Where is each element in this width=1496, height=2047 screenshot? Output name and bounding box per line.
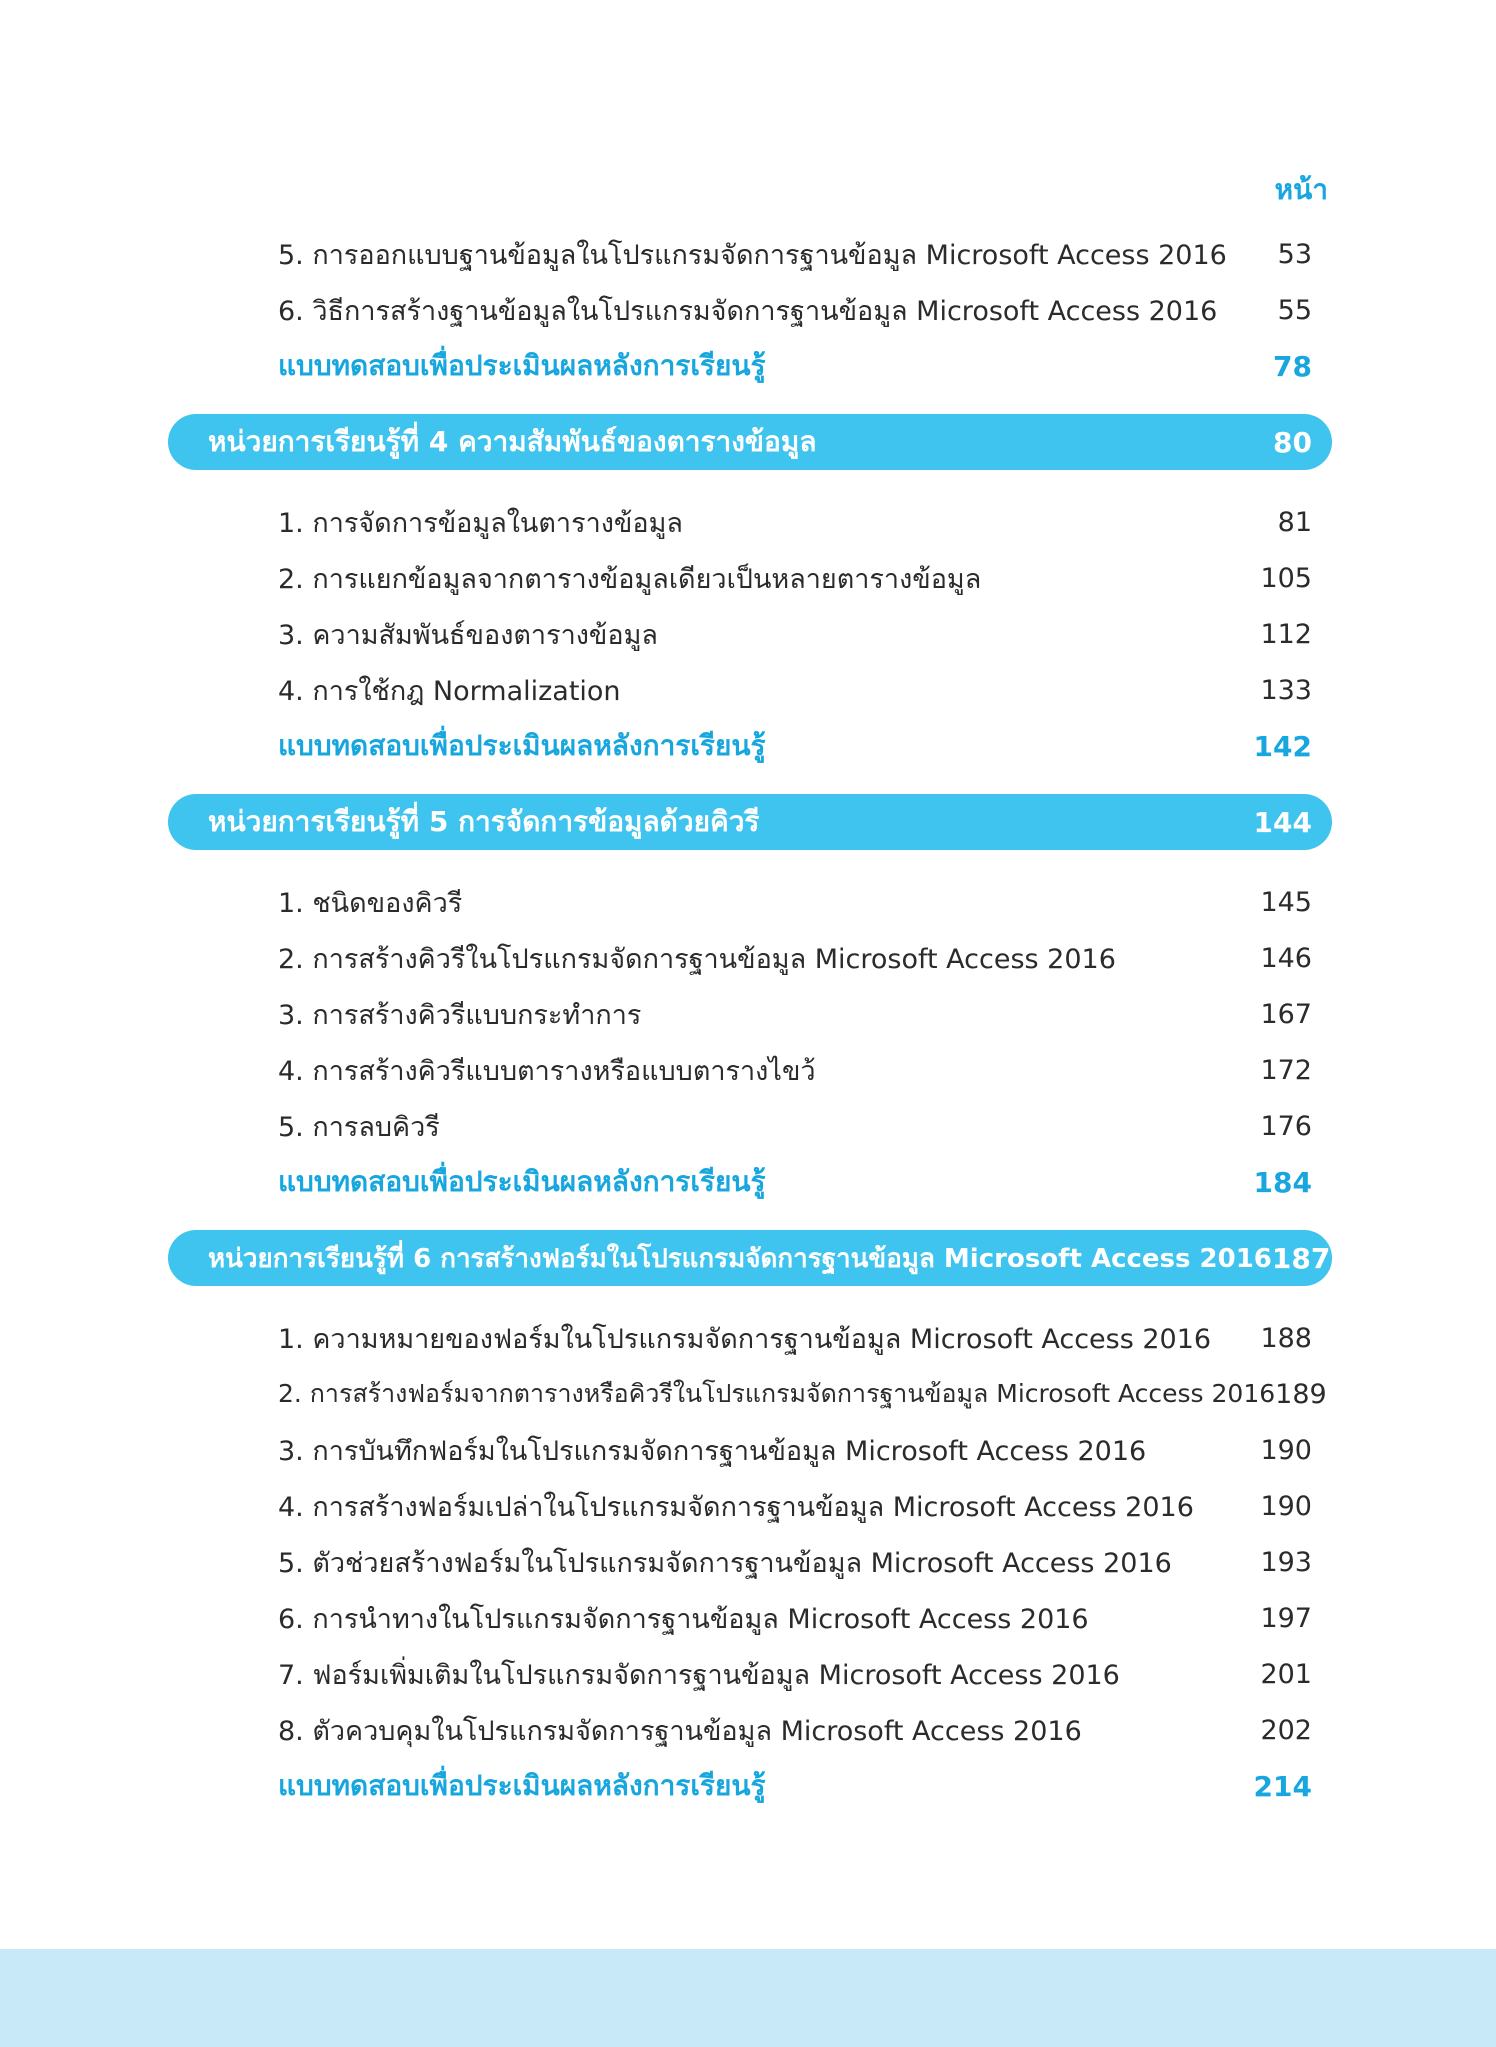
toc-item-page: 146 xyxy=(1260,942,1312,974)
toc-item-title: 3. ความสัมพันธ์ของตารางข้อมูล xyxy=(278,619,658,651)
toc-item[interactable] xyxy=(168,1042,1332,1098)
unit-page: 80 xyxy=(1273,425,1312,459)
unit-page: 144 xyxy=(1253,805,1312,839)
unit-5-heading[interactable] xyxy=(168,794,1332,850)
toc-item-page: 105 xyxy=(1260,562,1312,594)
toc-item[interactable] xyxy=(168,550,1332,606)
toc-test-entry[interactable] xyxy=(168,1154,1332,1210)
toc-item-title: 2. การสร้างคิวรีในโปรแกรมจัดการฐานข้อมูล Microsoft Access 2016 xyxy=(278,943,1116,975)
unit-4-heading[interactable] xyxy=(168,414,1332,470)
toc-item-page: 190 xyxy=(1260,1490,1312,1522)
toc-test-page: 78 xyxy=(1273,349,1312,383)
toc-item-title: 6. การนำทางในโปรแกรมจัดการฐานข้อมูล Microsoft Access 2016 xyxy=(278,1603,1089,1635)
toc-item[interactable] xyxy=(168,606,1332,662)
toc-item[interactable] xyxy=(168,1422,1332,1478)
toc-item[interactable] xyxy=(168,1646,1332,1702)
toc-item-page: 133 xyxy=(1260,674,1312,706)
toc-item-title: 2. การแยกข้อมูลจากตารางข้อมูลเดียวเป็นหลายตารางข้อมูล xyxy=(278,563,982,595)
toc-item-title: 4. การสร้างคิวรีแบบตารางหรือแบบตารางไขว้ xyxy=(278,1055,816,1087)
toc-test-page: 142 xyxy=(1253,729,1312,763)
toc-item-title: 5. การออกแบบฐานข้อมูลในโปรแกรมจัดการฐานข้อมูล Microsoft Access 2016 xyxy=(278,239,1227,271)
unit-page: 187 xyxy=(1271,1241,1331,1275)
toc-item-page: 189 xyxy=(1275,1378,1327,1410)
toc-test-entry[interactable] xyxy=(168,1758,1332,1814)
toc-item-page: 53 xyxy=(1277,238,1312,270)
toc-item-page: 193 xyxy=(1260,1546,1312,1578)
toc-test-title: แบบทดสอบเพื่อประเมินผลหลังการเรียนรู้ xyxy=(278,1769,766,1802)
toc-item[interactable] xyxy=(168,1310,1332,1366)
toc-item-page: 176 xyxy=(1260,1110,1312,1142)
toc-test-entry[interactable] xyxy=(168,718,1332,774)
toc-test-title: แบบทดสอบเพื่อประเมินผลหลังการเรียนรู้ xyxy=(278,349,766,382)
toc-item-page: 172 xyxy=(1260,1054,1312,1086)
toc-item[interactable] xyxy=(168,930,1332,986)
toc-item[interactable] xyxy=(168,986,1332,1042)
unit-title: หน่วยการเรียนรู้ที่ 6 การสร้างฟอร์มในโปรแกรมจัดการฐานข้อมูล Microsoft Access 2016 xyxy=(208,1243,1272,1274)
page-column-header: หน้า xyxy=(1274,173,1328,206)
toc-item-title: 3. การบันทึกฟอร์มในโปรแกรมจัดการฐานข้อมูล Microsoft Access 2016 xyxy=(278,1435,1147,1467)
toc-item-page: 167 xyxy=(1260,998,1312,1030)
toc-item-title: 4. การสร้างฟอร์มเปล่าในโปรแกรมจัดการฐานข้อมูล Microsoft Access 2016 xyxy=(278,1491,1194,1523)
toc-item[interactable] xyxy=(168,1478,1332,1534)
toc-item-title: 1. ความหมายของฟอร์มในโปรแกรมจัดการฐานข้อมูล Microsoft Access 2016 xyxy=(278,1323,1212,1355)
toc-item[interactable] xyxy=(168,282,1332,338)
toc-item-title: 3. การสร้างคิวรีแบบกระทำการ xyxy=(278,999,642,1031)
toc-test-entry[interactable] xyxy=(168,338,1332,394)
toc-item-title: 4. การใช้กฎ Normalization xyxy=(278,675,621,707)
toc-item-title: 1. ชนิดของคิวรี xyxy=(278,887,463,919)
toc-test-page: 184 xyxy=(1253,1165,1312,1199)
toc-item-title: 8. ตัวควบคุมในโปรแกรมจัดการฐานข้อมูล Microsoft Access 2016 xyxy=(278,1715,1082,1747)
toc-item-title: 1. การจัดการข้อมูลในตารางข้อมูล xyxy=(278,507,683,539)
unit-title: หน่วยการเรียนรู้ที่ 4 ความสัมพันธ์ของตารางข้อมูล xyxy=(208,425,817,458)
toc-item-title: 5. ตัวช่วยสร้างฟอร์มในโปรแกรมจัดการฐานข้อมูล Microsoft Access 2016 xyxy=(278,1547,1172,1579)
toc-item-title: 5. การลบคิวรี xyxy=(278,1111,440,1143)
toc-test-title: แบบทดสอบเพื่อประเมินผลหลังการเรียนรู้ xyxy=(278,729,766,762)
table-of-contents xyxy=(168,226,1332,1814)
unit-title: หน่วยการเรียนรู้ที่ 5 การจัดการข้อมูลด้วยคิวรี xyxy=(208,805,760,838)
toc-item-page: 201 xyxy=(1260,1658,1312,1690)
toc-item[interactable] xyxy=(168,1534,1332,1590)
toc-item-page: 188 xyxy=(1260,1322,1312,1354)
toc-item[interactable] xyxy=(168,226,1332,282)
toc-test-title: แบบทดสอบเพื่อประเมินผลหลังการเรียนรู้ xyxy=(278,1165,766,1198)
toc-item-page: 190 xyxy=(1260,1434,1312,1466)
toc-item[interactable] xyxy=(168,1590,1332,1646)
toc-item[interactable] xyxy=(168,1702,1332,1758)
toc-item-title: 6. วิธีการสร้างฐานข้อมูลในโปรแกรมจัดการฐานข้อมูล Microsoft Access 2016 xyxy=(278,295,1218,327)
toc-item[interactable] xyxy=(168,1366,1332,1422)
toc-item-page: 81 xyxy=(1277,506,1312,538)
toc-item[interactable] xyxy=(168,494,1332,550)
toc-item[interactable] xyxy=(168,874,1332,930)
unit-6-heading[interactable] xyxy=(168,1230,1332,1286)
footer-color-band xyxy=(0,1949,1496,2047)
toc-item-title: 2. การสร้างฟอร์มจากตารางหรือคิวรีในโปรแกรมจัดการฐานข้อมูล Microsoft Access 2016 xyxy=(278,1379,1276,1408)
toc-item[interactable] xyxy=(168,662,1332,718)
toc-test-page: 214 xyxy=(1253,1769,1312,1803)
toc-item-page: 112 xyxy=(1260,618,1312,650)
toc-item-page: 55 xyxy=(1277,294,1312,326)
toc-item-page: 202 xyxy=(1260,1714,1312,1746)
toc-item-title: 7. ฟอร์มเพิ่มเติมในโปรแกรมจัดการฐานข้อมูล Microsoft Access 2016 xyxy=(278,1659,1120,1691)
toc-item-page: 145 xyxy=(1260,886,1312,918)
toc-item-page: 197 xyxy=(1260,1602,1312,1634)
toc-item[interactable] xyxy=(168,1098,1332,1154)
